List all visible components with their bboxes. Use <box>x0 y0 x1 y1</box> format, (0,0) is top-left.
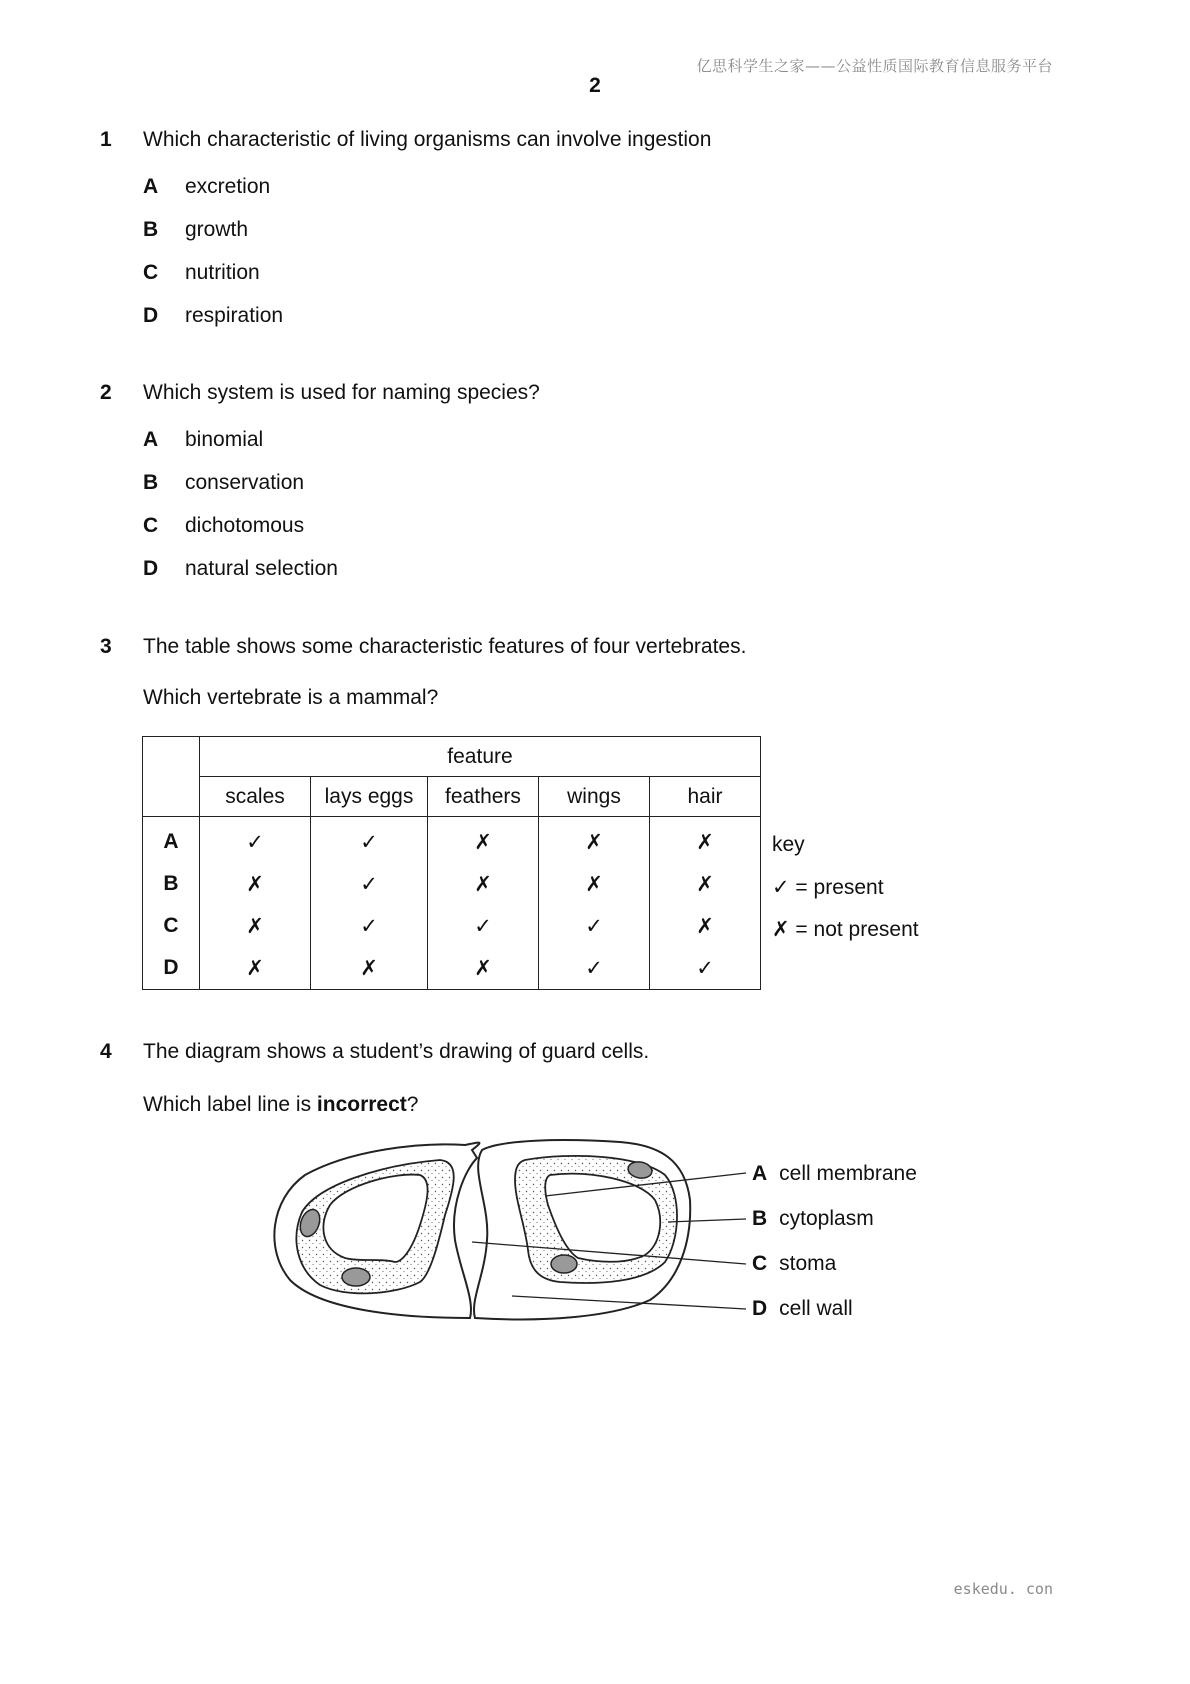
row-label: D <box>143 947 200 990</box>
row-label: C <box>143 905 200 947</box>
option-text: conservation <box>185 471 305 494</box>
label-letter: A <box>752 1162 768 1185</box>
table-cell: ✗ <box>650 905 761 947</box>
label-text: cytoplasm <box>779 1207 874 1230</box>
option-letter: D <box>143 557 159 580</box>
question-number: 3 <box>100 635 112 658</box>
question-text: The diagram shows a student’s drawing of guard cells. <box>143 1040 650 1063</box>
column-header: scales <box>200 777 311 817</box>
column-header: feathers <box>428 777 539 817</box>
row-label: A <box>143 817 200 864</box>
prompt-text: Which label line is <box>143 1093 317 1116</box>
question-number: 2 <box>100 381 112 404</box>
option-letter: C <box>143 261 159 284</box>
table-group-header: feature <box>200 737 761 777</box>
option-letter: B <box>143 218 159 241</box>
table-cell: ✓ <box>539 905 650 947</box>
table-cell: ✗ <box>539 863 650 905</box>
question-prompt: Which vertebrate is a mammal? <box>143 686 439 709</box>
option-text: natural selection <box>185 557 338 580</box>
diagram-label-a <box>752 1162 917 1186</box>
question-text: Which characteristic of living organisms can involve ingestion <box>143 128 712 151</box>
table-cell: ✗ <box>200 947 311 990</box>
table-cell: ✗ <box>428 947 539 990</box>
question-number: 1 <box>100 128 112 151</box>
option-letter: A <box>143 428 159 451</box>
table-cell: ✗ <box>200 905 311 947</box>
label-letter: C <box>752 1252 768 1275</box>
option-text: excretion <box>185 175 271 198</box>
table-cell: ✓ <box>311 905 428 947</box>
table-cell: ✓ <box>311 817 428 864</box>
table-cell: ✓ <box>311 863 428 905</box>
option-letter: A <box>143 175 159 198</box>
prompt-suffix: ? <box>406 1093 419 1116</box>
diagram-label-b <box>752 1207 874 1231</box>
question-number: 4 <box>100 1040 112 1063</box>
table-cell: ✓ <box>200 817 311 864</box>
table-cell: ✓ <box>428 905 539 947</box>
left-guard-cell <box>274 1143 479 1318</box>
table-cell: ✗ <box>311 947 428 990</box>
question-text: Which system is used for naming species? <box>143 381 540 404</box>
option-letter: D <box>143 304 159 327</box>
table-cell: ✗ <box>539 817 650 864</box>
label-letter: D <box>752 1297 768 1320</box>
watermark: 亿思科学生之家——公益性质国际教育信息服务平台 <box>696 57 1053 75</box>
table-cell: ✓ <box>539 947 650 990</box>
table-cell: ✗ <box>428 817 539 864</box>
option-text: nutrition <box>185 261 260 284</box>
option-letter: B <box>143 471 159 494</box>
column-header: hair <box>650 777 761 817</box>
column-header: wings <box>539 777 650 817</box>
prompt-emphasis: incorrect <box>316 1093 407 1116</box>
table-cell: ✗ <box>650 817 761 864</box>
option-text: respiration <box>185 304 284 327</box>
table-cell: ✗ <box>200 863 311 905</box>
right-guard-cell <box>474 1140 690 1319</box>
label-text: cell wall <box>779 1297 853 1320</box>
question-text: The table shows some characteristic features of four vertebrates. <box>143 635 747 658</box>
table-cell: ✗ <box>650 863 761 905</box>
label-letter: B <box>752 1207 768 1230</box>
option-text: growth <box>185 218 249 241</box>
option-letter: C <box>143 514 159 537</box>
table-cell: ✓ <box>650 947 761 990</box>
option-text: binomial <box>185 428 264 451</box>
table-cell: ✗ <box>428 863 539 905</box>
key-present: ✓ = present <box>772 876 884 899</box>
key-not-present: ✗ = not present <box>772 918 919 941</box>
diagram-label-c <box>752 1252 836 1276</box>
option-text: dichotomous <box>185 514 305 537</box>
column-header: lays eggs <box>311 777 428 817</box>
row-label: B <box>143 863 200 905</box>
key-title: key <box>772 833 805 856</box>
label-text: cell membrane <box>779 1162 917 1185</box>
diagram-label-d <box>752 1297 853 1321</box>
page-number: 2 <box>589 74 601 97</box>
label-text: stoma <box>779 1252 837 1275</box>
chloroplast <box>342 1268 370 1286</box>
chloroplast <box>551 1255 577 1273</box>
footer-text: eskedu. con <box>953 1580 1053 1598</box>
